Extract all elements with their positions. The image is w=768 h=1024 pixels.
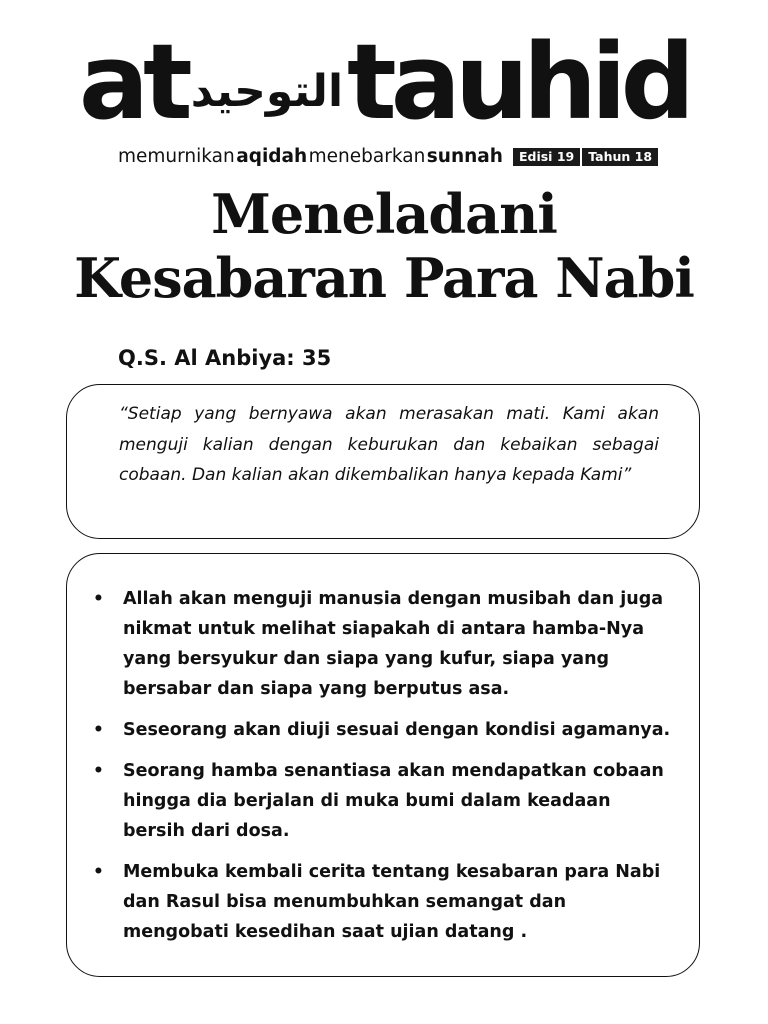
list-item-text: Allah akan menguji manusia dengan musibah dan juga nikmat untuk melihat siapakah di antara hamba-Nya yang bersyukur dan siapa yang kufur, siapa yang bersabar dan siapa yang berputus asa. xyxy=(123,589,664,699)
bullet-icon: • xyxy=(93,720,104,740)
edition-badge: Edisi 19 xyxy=(513,148,580,166)
title-line-2: Kesabaran Para Nabi xyxy=(74,246,694,310)
year-badge: Tahun 18 xyxy=(582,148,658,166)
list-item xyxy=(91,857,671,947)
list-item-text: Membuka kembali cerita tentang kesabaran para Nabi dan Rasul bisa menumbuhkan semangat dan mengobati kesedihan saat ujian datang . xyxy=(123,862,661,942)
quote-text: “Setiap yang bernyawa akan merasakan mati. Kami akan menguji kalian dengan keburukan dan kebaikan sebagai cobaan. Dan kalian akan dikembalikan hanya kepada Kami” xyxy=(119,404,659,485)
bullet-icon: • xyxy=(93,589,104,609)
list-item xyxy=(91,584,671,704)
list-item xyxy=(91,715,671,745)
masthead xyxy=(0,21,768,143)
logo-text-tauhid: tauhid xyxy=(347,21,690,143)
tagline xyxy=(118,146,658,167)
quote-box xyxy=(66,384,700,539)
tagline-word: menebarkan xyxy=(308,146,426,167)
bullet-icon: • xyxy=(93,862,104,882)
key-points-list xyxy=(91,584,671,958)
list-item-text: Seseorang akan diuji sesuai dengan kondisi agamanya. xyxy=(123,720,671,740)
key-points-box xyxy=(66,553,700,977)
page-title xyxy=(0,182,768,310)
title-line-1: Meneladani xyxy=(211,182,557,246)
logo xyxy=(0,21,768,143)
edition-badges xyxy=(513,148,658,166)
tagline-word: memurnikan xyxy=(118,146,235,167)
list-item-text: Seorang hamba senantiasa akan mendapatkan cobaan hingga dia berjalan di muka bumi dalam keadaan bersih dari dosa. xyxy=(123,761,664,841)
list-item xyxy=(91,756,671,846)
logo-arabic-text: التوحيد xyxy=(190,66,344,117)
surah-reference: Q.S. Al Anbiya: 35 xyxy=(118,346,332,370)
bullet-icon: • xyxy=(93,761,104,781)
tagline-word-bold: aqidah xyxy=(236,146,308,167)
tagline-word-bold: sunnah xyxy=(426,146,503,167)
logo-text-at: at xyxy=(78,21,187,143)
